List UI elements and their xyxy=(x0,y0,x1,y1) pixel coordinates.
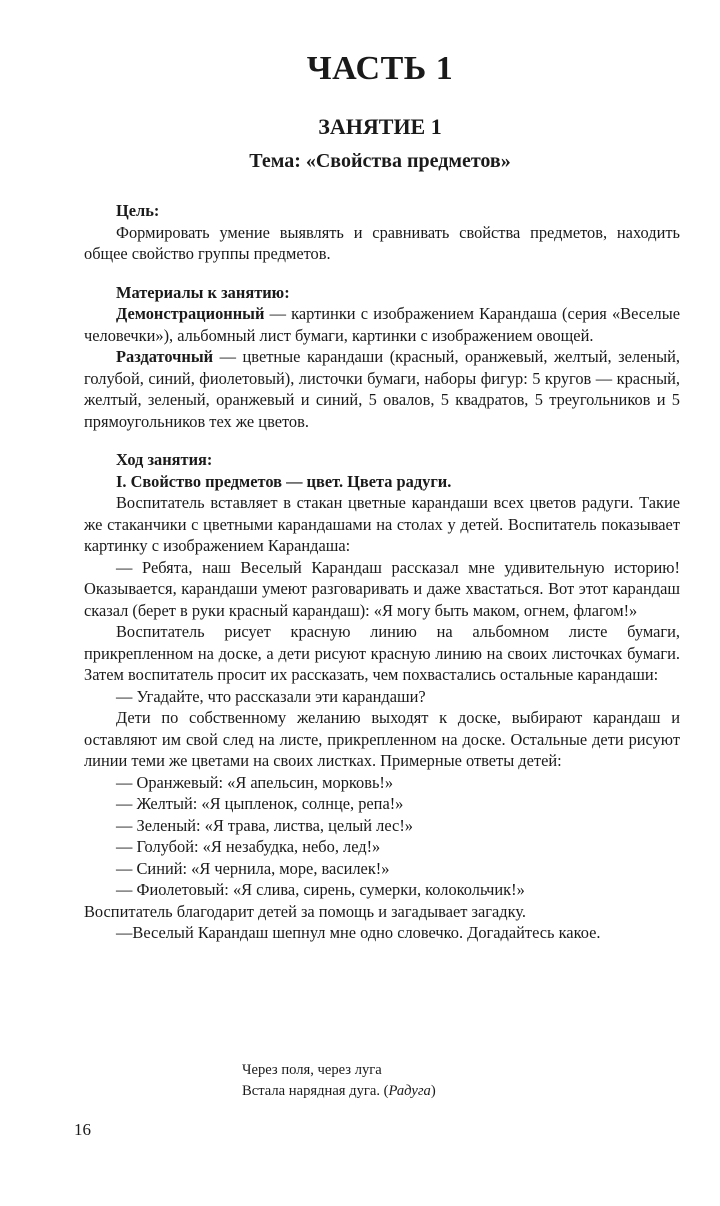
answer-line: — Зеленый: «Я трава, листва, целый лес!» xyxy=(116,815,413,835)
riddle-answer: Радуга xyxy=(388,1083,431,1099)
paragraph: Дети по собственному желанию выходят к доске, выбирают карандаш и оставляют им свой след на листе, прикрепленном на доске. Остальные дети рисуют линии теми же цветами на своих листках. Примерные ответы детей: xyxy=(84,708,680,770)
answer-line: — Оранжевый: «Я апельсин, морковь!» xyxy=(116,772,394,792)
paragraph: — Угадайте, что рассказали эти карандаши? xyxy=(116,686,426,706)
handout-text: — цветные карандаши (красный, оранжевый, желтый, зеленый, голубой, синий, фиолетовый), листочки бумаги, наборы фигур: 5 кругов — красный, желтый, зеленый, оранжевый и синий, 5 овалов, 5 квадратов, 5 треугольников и 5 прямоугольников тех же цветов. xyxy=(84,347,680,431)
page-number: 16 xyxy=(74,1120,91,1139)
paragraph: — Ребята, наш Веселый Карандаш рассказал мне удивительную историю! Оказывается, карандаши умеют разговаривать и даже хвастаться. Вот этот карандаш сказал (берет в руки красный карандаш): «Я могу быть маком, огнем, флагом!» xyxy=(84,557,680,620)
lesson-title: ЗАНЯТИЕ 1 xyxy=(318,114,442,139)
handout-label: Раздаточный xyxy=(116,347,214,366)
answer-line: — Голубой: «Я незабудка, небо, лед!» xyxy=(116,837,381,856)
demo-text: — картинки с изображением Карандаша (серия «Веселые человечки»), альбомный лист бумаги, картинки с изображением овощей. xyxy=(84,304,680,345)
section-title: I. Свойство предметов — цвет. Цвета радуги. xyxy=(116,471,452,491)
paragraph: Воспитатель благодарит детей за помощь и загадывает загадку. xyxy=(84,901,526,921)
page-body xyxy=(84,200,680,944)
lesson-topic: Тема: «Свойства предметов» xyxy=(249,150,511,172)
materials-demo xyxy=(84,303,680,346)
paragraph: Воспитатель вставляет в стакан цветные карандаши всех цветов радуги. Такие же стаканчики с цветными карандашами на столах у детей. Воспитатель показывает картинку с изображением Карандаша: xyxy=(84,493,680,555)
answer-line: — Синий: «Я чернила, море, василек!» xyxy=(116,858,390,878)
lesson-flow-heading: Ход занятия: xyxy=(116,450,213,469)
riddle-poem xyxy=(242,1060,436,1102)
materials-heading: Материалы к занятию: xyxy=(116,282,290,302)
demo-label: Демонстрационный xyxy=(116,304,265,323)
goal-text: Формировать умение выявлять и сравнивать свойства предметов, находить общее свойство группы предметов. xyxy=(84,222,680,263)
materials-handout xyxy=(84,346,680,432)
answer-line: — Фиолетовый: «Я слива, сирень, сумерки, колокольчик!» xyxy=(116,880,525,899)
part-title: ЧАСТЬ 1 xyxy=(306,50,454,87)
answer-line: — Желтый: «Я цыпленок, солнце, репа!» xyxy=(116,794,404,813)
poem-line: Встала нарядная дуга. (Радуга) xyxy=(242,1083,436,1099)
goal-heading: Цель: xyxy=(116,201,160,220)
paragraph: —Веселый Карандаш шепнул мне одно словечко. Догадайтесь какое. xyxy=(116,923,601,942)
poem-line: Через поля, через луга xyxy=(242,1062,382,1078)
paragraph: Воспитатель рисует красную линию на альбомном листе бумаги, прикрепленном на доске, а дети рисуют красную линию на своих листочках бумаги. Затем воспитатель просит их рассказать, чем похвастались остальные карандаши: xyxy=(84,622,680,684)
